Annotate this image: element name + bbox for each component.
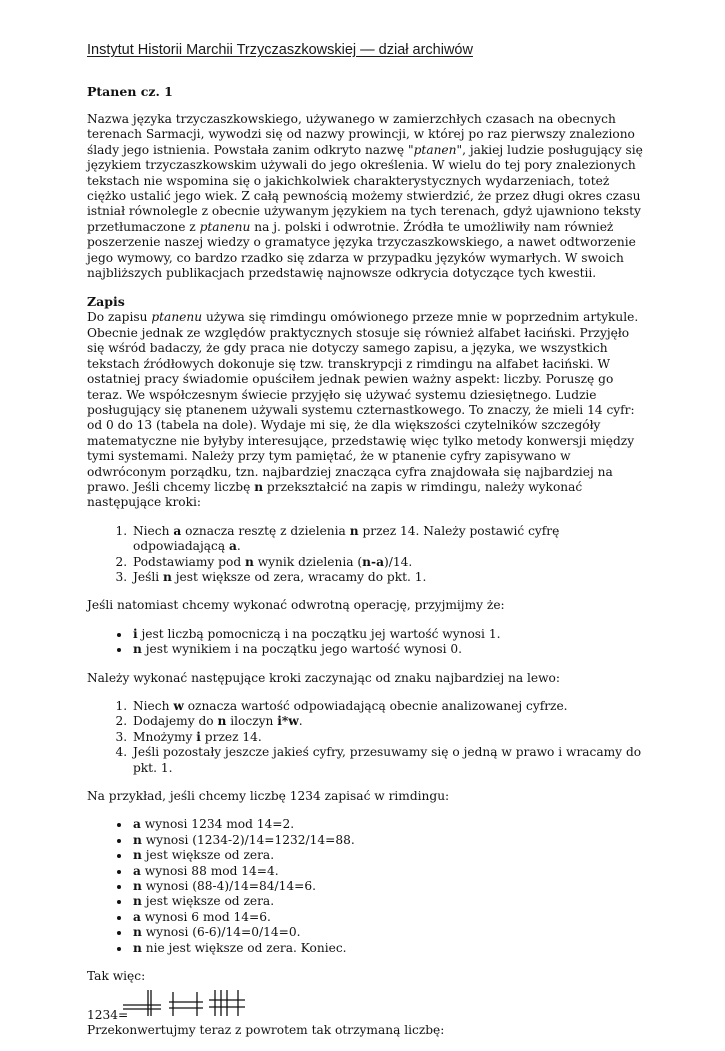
list-text: przez 14. Należy postawić cyfrę odpowiadającą [133, 523, 560, 554]
list-item [131, 925, 647, 940]
list-text: jest większe od zera, wracamy do pkt. 1. [171, 569, 427, 584]
list-item [131, 524, 647, 555]
list-text: Jeśli pozostały jeszcze jakieś cyfry, przesuwamy się o jedną w prawo i wracamy do pkt. 1. [133, 745, 642, 775]
list-item [131, 910, 647, 925]
zapis-term-ptanenu: ptanenu [151, 310, 203, 325]
rimdingu-digit-2 [123, 990, 161, 1016]
page-header: Instytut Historii Marchii Trzyczaszkowskiej — dział archiwów [87, 42, 473, 58]
list-text: wynosi 88 mod 14=4. [140, 863, 279, 878]
list-item [131, 555, 647, 570]
list-text: wynosi (88-4)/14=84/14=6. [141, 879, 316, 894]
conversion-steps [87, 524, 647, 586]
zapis-text-1: Do zapisu [87, 310, 152, 325]
list-text: Niech [133, 523, 174, 538]
list-var: a [133, 817, 141, 832]
list-text: . [298, 714, 303, 729]
intro-term-ptanen: "ptanen" [408, 142, 463, 157]
list-var: a [133, 909, 141, 924]
list-item [131, 894, 647, 909]
intro-term-ptanenu: ptanenu [199, 219, 251, 234]
list-text: oznacza wartość odpowiadającą obecnie analizowanej cyfrze. [183, 699, 568, 713]
list-text: nie jest większe od zera. Koniec. [141, 940, 347, 955]
article-title: Ptanen cz. 1 [87, 84, 173, 99]
list-text: Jeśli [133, 569, 164, 584]
list-var: i [196, 729, 201, 744]
list-text: wynosi 1234 mod 14=2. [140, 817, 295, 832]
list-item [131, 714, 647, 729]
list-var: n [217, 714, 227, 729]
zapis-paragraph [87, 310, 647, 510]
zapis-var-n: n [254, 479, 264, 494]
list-item [131, 848, 647, 863]
list-text: przez 14. [200, 729, 262, 744]
list-text: Mnożymy [133, 729, 197, 744]
list-item [131, 699, 647, 714]
example-list [87, 817, 647, 956]
list-var: a [173, 523, 182, 538]
list-var: n [133, 832, 142, 847]
section-heading-zapis: Zapis [87, 294, 125, 310]
list-var: n [349, 523, 359, 538]
list-item [131, 627, 647, 642]
list-item [131, 730, 647, 745]
list-var: n [133, 940, 142, 955]
list-text: jest większe od zera. [141, 894, 275, 909]
list-text: wynosi 6 mod 14=6. [140, 909, 271, 924]
list-text: wynosi (1234-2)/14=1232/14=88. [141, 832, 355, 847]
zapis-text-5: przekształcić na zapis w rimdingu, należy wykonać następujące kroki: [87, 479, 583, 510]
list-text: . [236, 539, 241, 554]
list-text: wynosi (6-6)/14=0/14=0. [141, 925, 301, 940]
list-text: jest wynikiem i na początku jego wartość wynosi 0. [141, 642, 463, 657]
list-var: n [133, 879, 142, 894]
list-text: jest większe od zera. [141, 848, 275, 863]
intro-text-1: Nazwa języka trzyczaszkowskiego, używanego w zamierzchłych czasach na obecnych terenach Sarmacji, wywodzi się od nazwy prowincji, w której po raz pierwszy znaleziono ślady jego istnienia. Powstała zanim odkryto nazwę [87, 112, 635, 157]
list-item [131, 817, 647, 832]
list-var: n [245, 554, 254, 569]
list-var: i*w [277, 714, 299, 729]
list-item [131, 642, 647, 657]
list-var: i [133, 626, 138, 641]
list-var: a [133, 863, 141, 878]
list-var: n [133, 848, 142, 863]
example-intro: Na przykład, jeśli chcemy liczbę 1234 zapisać w rimdingu: [87, 789, 450, 804]
list-item [131, 941, 647, 956]
list-text: Dodajemy do [133, 714, 218, 729]
list-var: w [173, 699, 184, 713]
list-var: n-a [362, 554, 384, 569]
list-text: jest liczbą pomocniczą i na początku jej wartość wynosi 1. [137, 626, 501, 641]
assumptions-list [87, 627, 647, 658]
list-item [131, 570, 647, 585]
list-var: n [133, 894, 142, 909]
list-text: )/14. [384, 554, 413, 569]
tak-wiec: Tak więc: [87, 969, 146, 984]
result-label: 1234= [87, 1007, 129, 1022]
list-text: oznacza resztę z dzielenia [181, 523, 350, 538]
reverse-steps [87, 699, 647, 776]
list-item [131, 879, 647, 894]
rimdingu-digit-4 [169, 992, 203, 1016]
intro-text-3: , jakiej ludzie posługujący się językiem trzyczaszkowskim używali do jego określenia. W wielu do tej pory znalezionych tekstach nie wspomina się o jakichkolwiek charakterystycznych wydarzeniach, toteż ciężko ustalić jego wiek. Z całą pewnością możemy stwierdzić, że przez długi okres czasu istniał równolegle z obecnie używanym językiem na tych terenach, gdyż ujawniono teksty przetłumaczone z [87, 142, 643, 234]
rimdingu-number-glyphs [121, 986, 251, 1018]
rimdingu-result [87, 989, 647, 1023]
intro-paragraph [87, 112, 647, 281]
list-text: wynik dzielenia ( [253, 554, 363, 569]
list-item [131, 864, 647, 879]
list-var: n [163, 569, 172, 584]
rimdingu-digit-6 [209, 990, 245, 1016]
article [87, 84, 647, 1051]
list-text: iloczyn [226, 714, 278, 729]
zapis-text-3: używa się rimdingu omówionego przeze mnie w poprzednim artykule. Obecnie jednak ze względów praktycznych stosuje się również alfabet łaciński. Przyjęło się wśród badaczy, że gdy praca nie dotyczy samego zapisu, a języka, we wszystkich tekstach źródłowych dokonuje się tzw. transkrypcji z rimdingu na alfabet łaciński. W ostatniej pracy świadomie opuściłem jednak pewien ważny aspekt: liczby. Poruszę go teraz. We współczesnym świecie przyjęło się używać systemu dziesiętnego. Ludzie posługujący się ptanenem używali systemu czternastkowego. To znaczy, że mieli 14 cyfr: od 0 do 13 (tabela na dole). Wydaje mi się, że dla większości czytelników szczegóły matematyczne nie byłyby interesujące, przedstawię więc tylko metody konwersji między tymi systemami. Należy przy tym pamiętać, że w ptanenie cyfry zapisywano w odwróconym porządku, tzn. najbardziej znacząca cyfra znajdowała się najbardziej na prawo. Jeśli chcemy liczbę [87, 310, 639, 494]
final-paragraph: Przekonwertujmy teraz z powrotem tak otrzymaną liczbę: [87, 1022, 445, 1037]
intro-text-5: na j. polski i odwrotnie. Źródła te umożliwiły nam również poszerzenie naszej wiedzy o gramatyce języka trzyczaszkowskiego, a nawet odtworzenie jego wymowy, co bardzo rzadko się zdarza w przypadku języków wymarłych. W swoich najbliższych publikacjach przedstawię najnowsze odkrycia dotyczące tych kwestii. [87, 219, 636, 281]
list-var: n [133, 925, 142, 940]
reverse-intro: Jeśli natomiast chcemy wykonać odwrotną operację, przyjmijmy że: [87, 598, 505, 613]
list-var: n [133, 642, 142, 657]
list-item [131, 745, 647, 776]
steps2-intro: Należy wykonać następujące kroki zaczynając od znaku najbardziej na lewo: [87, 670, 560, 685]
list-var: a [228, 539, 237, 554]
list-item [131, 833, 647, 848]
list-text: Niech [133, 699, 174, 713]
list-text: Podstawiamy pod [133, 554, 245, 569]
